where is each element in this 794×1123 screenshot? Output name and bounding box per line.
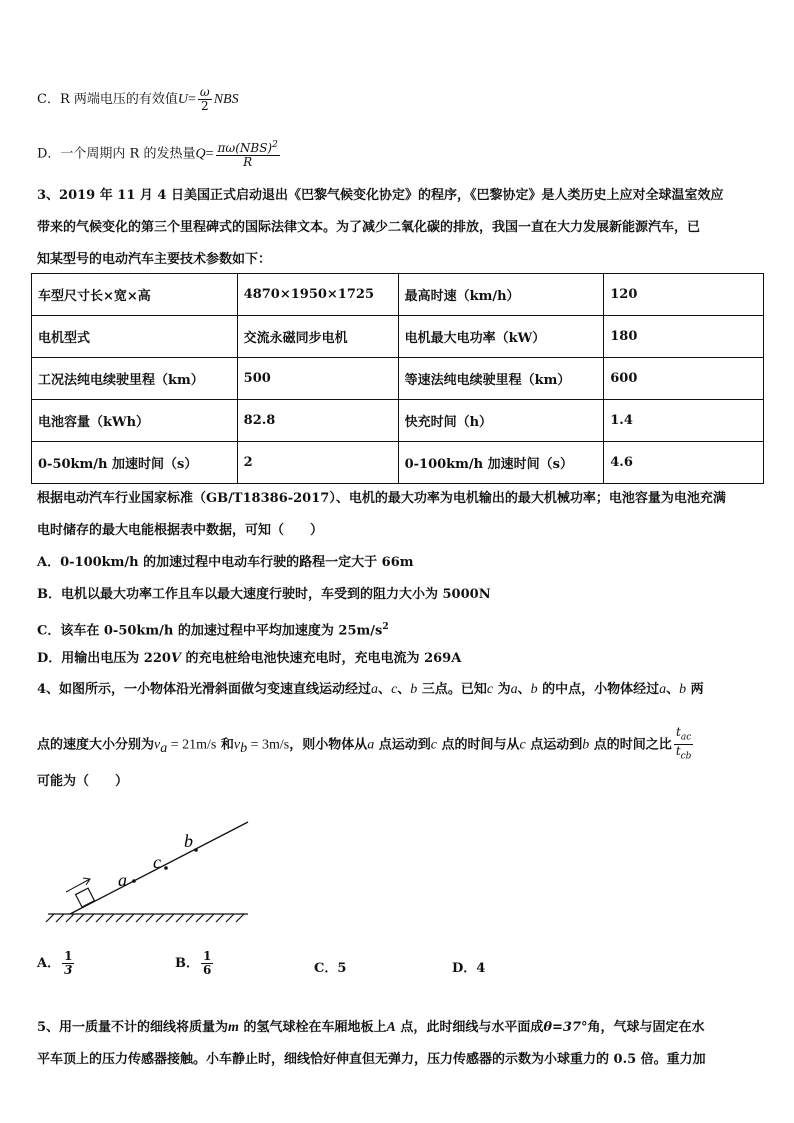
table-row: 电池容量（kWh） 82.8 快充时间（h） 1.4 <box>32 400 764 442</box>
option-d-line: D．一个周期内 R 的发热量Q= $\frac{\pi\omega(NBS)^2}{R}$ <box>37 140 278 169</box>
q4-line-2: 点的速度大小分别为$v_a = 21m/s$ 和$v_b = 3m/s$，则小物体从a 点运动到c 点的时间与从c 点运动到b 点的时间之比 $\frac{t_{ac}}{t_{cb}}$ <box>37 725 692 762</box>
q3-line-1: 3、2019 年 11 月 4 日美国正式启动退出《巴黎气候变化协定》的程序，《巴黎协定》是人类历史上应对全球温室效应 <box>37 188 724 203</box>
fraction-heat: $\frac{\pi\omega(NBS)^2}{R}$ <box>217 140 278 169</box>
point-b <box>194 848 198 852</box>
ground-hatching <box>46 914 248 922</box>
q4-option-b: B． $\frac{1}{6}$ <box>175 949 212 977</box>
q4-line-3: 可能为（ ） <box>37 774 129 789</box>
label-b: b <box>184 831 193 851</box>
q3-option-d: D．用输出电压为 220V 的充电桩给电池快速充电时，充电电流为 269A <box>37 651 462 666</box>
point-c <box>164 866 168 870</box>
q4-line-1: 4、如图所示，一小物体沿光滑斜面做匀变速直线运动经过a、c、b 三点。已知c 为a、b 的中点，小物体经过a、b 两 <box>37 682 704 697</box>
q5-line-2: 平车顶上的压力传感器接触。小车静止时，细线恰好伸直但无弹力，压力传感器的示数为小球重力的 0.5 倍。重力加 <box>37 1052 706 1067</box>
block <box>76 888 95 907</box>
table-row: 0-50km/h 加速时间（s） 2 0-100km/h 加速时间（s） 4.6 <box>32 442 764 484</box>
q3-line-2: 带来的气候变化的第三个里程碑式的国际法律文本。为了减少二氧化碳的排放，我国一直在大力发展新能源汽车，已 <box>37 220 701 235</box>
q4-option-a: A． $\frac{1}{3}$ <box>37 949 73 977</box>
table-row: 工况法纯电续驶里程（km） 500 等速法纯电续驶里程（km） 600 <box>32 358 764 400</box>
q3-after-1: 根据电动汽车行业国家标准（GB/T18386-2017）、电机的最大功率为电机输出的最大机械功率；电池容量为电池充满 <box>37 491 726 506</box>
table-row: 电机型式 交流永磁同步电机 电机最大电功率（kW） 180 <box>32 316 764 358</box>
label-a: a <box>118 870 127 890</box>
q4-option-c: C．5 <box>314 961 347 976</box>
incline-figure <box>40 816 260 930</box>
point-a <box>132 879 136 883</box>
label-c: c <box>153 852 161 872</box>
incline-diagram <box>40 816 260 926</box>
fraction-omega-over-2: $\frac{\omega}{2}$ <box>199 85 210 113</box>
q5-line-1: 5、用一质量不计的细线将质量为m 的氢气球栓在车厢地板上A 点，此时细线与水平面成θ=37°角，气球与固定在水 <box>37 1020 705 1035</box>
q4-option-d: D．4 <box>452 961 486 976</box>
q3-after-2: 电时储存的最大电能根据表中数据，可知（ ） <box>37 523 324 538</box>
option-c-line: C．R 两端电压的有效值U= $\frac{\omega}{2}$ NBS <box>37 85 239 113</box>
table-row: 车型尺寸长×宽×高 4870×1950×1725 最高时速（km/h） 120 <box>32 274 764 316</box>
q3-line-3: 知某型号的电动汽车主要技术参数如下： <box>37 252 272 267</box>
q3-option-c: C．该车在 0-50km/h 的加速过程中平均加速度为 $25m/s^2$ <box>37 622 389 639</box>
q3-option-a: A．0-100km/h 的加速过程中电动车行驶的路程一定大于 66m <box>37 555 414 570</box>
q3-option-b: B．电机以最大功率工作且车以最大速度行驶时，车受到的阻力大小为 5000N <box>37 587 491 602</box>
fraction-time-ratio: $\frac{t_{ac}}{t_{cb}}$ <box>675 725 692 762</box>
car-parameters-table <box>31 273 764 484</box>
